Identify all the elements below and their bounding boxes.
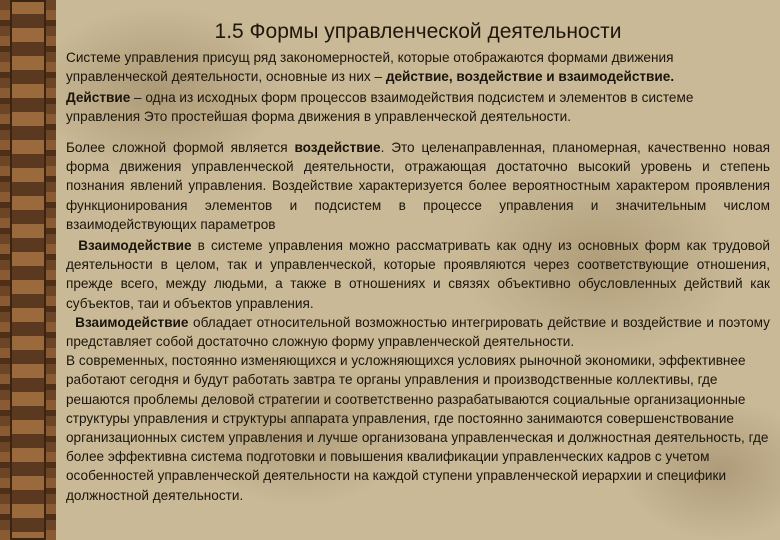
intro-text: Системе управления присущ ряд закономерностей, которые отображаются формами движения управленческой деятельности, основные из них – (66, 50, 674, 85)
interaction-term-2: Взаимодействие (75, 314, 189, 330)
impact-text: . Это целенаправленная, планомерная, качественно новая форма движения управленческой деятельности, отражающая достаточно высокий уровень и степень познания явлений управления. Воздействие характеризуется более вероятностным характером проявления функционирования элементов и подсистем в процессе управления и значительным числом взаимодействующих параметров (66, 140, 770, 232)
modern-paragraph: В современных, постоянно изменяющихся и усложняющихся условиях рыночной экономики, эффективнее работают сегодня и будут работать завтра те органы управления и производственные коллективы, где решаются проблемы деловой стратегии и соответственно разрабатываются социальные организационные структуры управления и структуры аппарата управления, где постоянно занимаются совершенствование организационных систем управления и лучше организована управленческая и должностная деятельность, где более эффективна система подготовки и повышения квалификации управленческих кадров с учетом особенностей управленческой деятельности на каждой ступени управленческой иерархии и специфики должностной деятельности. (66, 353, 769, 503)
border-pattern (10, 0, 46, 540)
interaction-block (66, 236, 770, 505)
intro-paragraph (66, 48, 770, 86)
action-term: Действие (66, 90, 131, 105)
decorative-border (0, 0, 56, 540)
interaction-paragraph-2 (66, 313, 770, 351)
slide-title: 1.5 Формы управленческой деятельности (214, 20, 622, 43)
interaction-term-1: Взаимодействие (78, 238, 192, 253)
intro-forms: действие, воздействие и взаимодействие. (385, 69, 675, 85)
impact-paragraph (66, 138, 770, 234)
impact-intro: Более сложной формой является (66, 140, 295, 155)
interaction-text-2: обладает относительной возможностью интегрировать действие и воздействие и поэтому представляет собой достаточно сложную форму управленческой деятельности. (66, 314, 770, 350)
slide-body (66, 48, 770, 540)
interaction-text-1: в системе управления можно рассматривать как одну из основных форм как трудовой деятельности в целом, так и управленческой, которые проявляются через соответствующие отношения, прежде всего, между людьми, а также в отношениях и связях объективно обусловленных действий как субъектов, таи и объектов управления. (66, 238, 770, 311)
action-paragraph (66, 88, 770, 126)
action-text: – одна из исходных форм процессов взаимодействия подсистем и элементов в системе управления Это простейшая форма движения в управленческой деятельности. (66, 90, 694, 125)
interaction-paragraph-1 (66, 236, 770, 313)
impact-term: воздействие (294, 140, 381, 155)
